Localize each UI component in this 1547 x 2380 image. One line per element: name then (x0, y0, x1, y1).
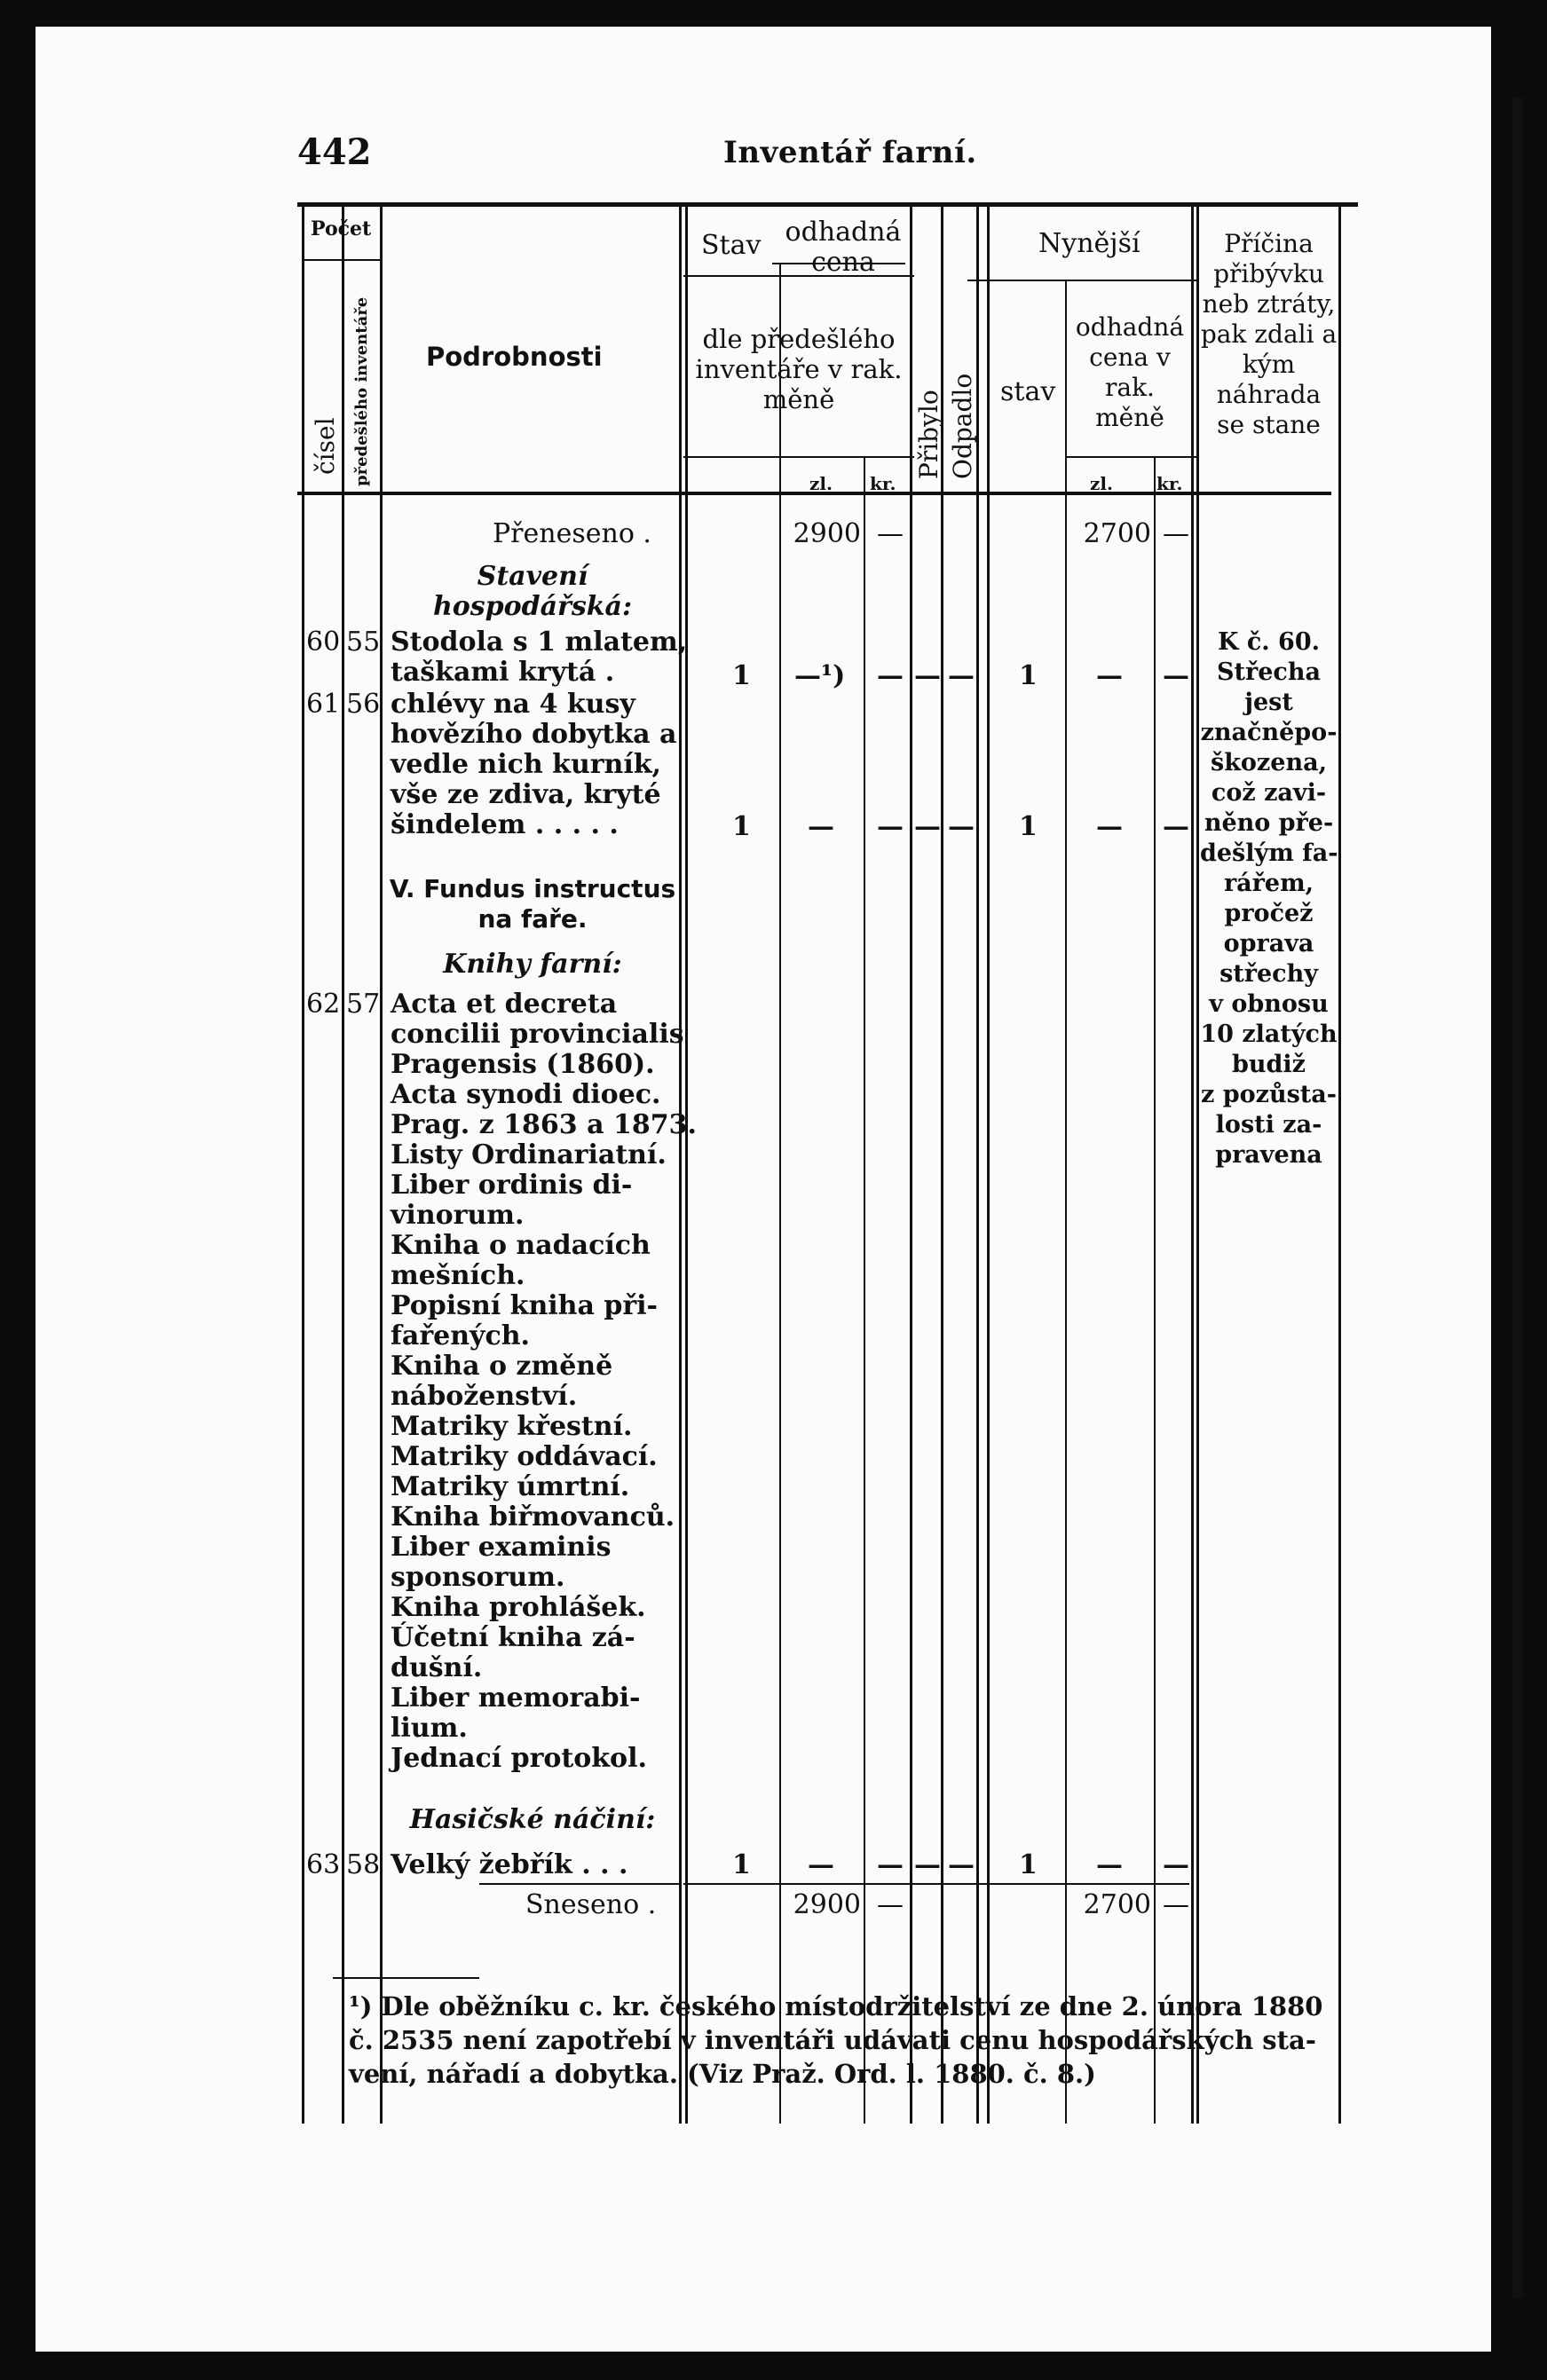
header-podrobnosti: Podrobnosti (426, 342, 603, 372)
footnote-line-2: č. 2535 není zapotřebí v inventáři udávati cenu hospodářských sta- (349, 2025, 1316, 2055)
page-edge (1512, 98, 1523, 2298)
section-fundus: V. Fundus instructus na faře. (389, 874, 676, 934)
row-63-kr: — (877, 1849, 904, 1880)
row-60-b: 55 (346, 627, 381, 658)
book-line: Prag. z 1863 a 1873. (391, 1109, 697, 1140)
book-line: Matriky křestní. (391, 1411, 633, 1442)
book-line: Matriky úmrtní. (391, 1471, 630, 1502)
row-60-kr: — (877, 660, 904, 691)
row-61-nkr: — (1163, 811, 1189, 842)
row-61-pribylo: — (914, 811, 941, 842)
note-line: oprava (1223, 930, 1314, 958)
note-line: něno pře- (1204, 809, 1334, 837)
header-nynejsi: Nynější (1038, 228, 1141, 259)
note-line: jest (1244, 689, 1293, 716)
book-line: Acta et decreta (391, 989, 618, 1020)
book-line: sponsorum. (391, 1562, 565, 1593)
book-line: Kniha biřmovanců. (391, 1501, 675, 1533)
row-60-cena: —¹) (794, 660, 846, 691)
row-63-odpadlo: — (948, 1849, 975, 1880)
row-61-a: 61 (306, 689, 341, 720)
row-63-nstav: 1 (1019, 1849, 1038, 1880)
page-number: 442 (297, 131, 372, 173)
col-rule (976, 207, 979, 2124)
col-rule (679, 207, 682, 2124)
header-pricina: Příčina přibývku neb ztráty, pak zdali a kým náhrada se stane (1200, 229, 1338, 439)
book-line: concilii provincialis (391, 1019, 684, 1050)
book-line: mešních. (391, 1260, 525, 1291)
book-line: vinorum. (391, 1200, 525, 1231)
row-60-odpadlo: — (948, 660, 975, 691)
col-rule (864, 457, 865, 2124)
header-zl-2: zl. (1090, 473, 1113, 494)
header-kr: kr. (870, 473, 896, 494)
col-rule (380, 207, 383, 2124)
row-63-nkr: — (1163, 1849, 1189, 1880)
book-line: dušní. (391, 1652, 483, 1683)
book-line: lium. (391, 1713, 468, 1744)
book-line: Kniha prohlášek. (391, 1592, 646, 1623)
col-rule (1154, 457, 1156, 2124)
row-63-pribylo: — (914, 1849, 941, 1880)
col-rule (1338, 207, 1341, 2124)
header-nynejsi-stav: stav (1000, 376, 1056, 407)
sneseno-before: 2900 (793, 1889, 861, 1920)
row-63-text: Velký žebřík . . . (391, 1849, 628, 1880)
subrule (967, 280, 1198, 281)
header-zl: zl. (809, 473, 833, 494)
sum-rule (479, 1883, 679, 1885)
preneseno-before-kr: — (877, 518, 904, 549)
col-rule (1065, 280, 1067, 2124)
subrule (1065, 456, 1198, 458)
col-rule (1191, 207, 1194, 2124)
note-line: K č. 60. (1217, 628, 1321, 656)
book-line: Liber ordinis di- (391, 1170, 633, 1201)
section-staveni: Stavení hospodářská: (432, 561, 633, 622)
row-61-text-2: hovězího dobytka a (391, 719, 677, 750)
note-line: pročež (1224, 900, 1314, 927)
note-line: 10 zlatých (1200, 1021, 1338, 1048)
header-pribylo: Přibylo (914, 390, 943, 479)
subrule (683, 456, 914, 458)
book-line: náboženství. (391, 1381, 578, 1412)
row-61-text-1: chlévy na 4 kusy (391, 689, 635, 720)
section-knihy: Knihy farní: (443, 949, 622, 980)
row-61-nstav: 1 (1019, 811, 1038, 842)
col-rule (910, 207, 912, 2124)
book-line: Popisní kniha při- (391, 1290, 658, 1321)
note-line: losti za- (1215, 1111, 1322, 1139)
book-line: Pragensis (1860). (391, 1049, 655, 1080)
subrule (304, 259, 382, 261)
col-rule (1196, 207, 1199, 2124)
sneseno-label: Sneseno . (525, 1889, 657, 1920)
header-stav: Stav (701, 230, 762, 261)
sneseno-before-kr: — (877, 1889, 904, 1920)
book-line: Kniha o změně (391, 1351, 613, 1382)
header-nynejsi-cena: odhadná cena v rak. měně (1075, 312, 1185, 432)
row-61-kr: — (877, 811, 904, 842)
preneseno-label: Přeneseno . (493, 518, 651, 549)
row-61-cena: — (808, 811, 834, 842)
row-63-ncena: — (1096, 1849, 1123, 1880)
footnote-line-1: ¹) Dle oběžníku c. kr. českého místodržitelství ze dne 2. února 1880 (349, 1991, 1323, 2021)
note-line: dešlým fa- (1200, 839, 1338, 867)
sum-rule (683, 1883, 1189, 1885)
note-line: rářem, (1223, 870, 1314, 897)
book-line: Liber examinis (391, 1532, 612, 1563)
row-62-a: 62 (306, 989, 341, 1020)
sneseno-now: 2700 (1083, 1889, 1151, 1920)
footnote-line-3: vení, nářadí a dobytka. (Viz Praž. Ord. l. 1880. č. 8.) (349, 2059, 1096, 2089)
row-60-nkr: — (1163, 660, 1189, 691)
row-63-cena: — (808, 1849, 834, 1880)
col-rule (941, 207, 943, 2124)
note-line: což zavi- (1211, 779, 1327, 807)
row-61-text-4: vše ze zdiva, kryté (391, 779, 661, 810)
row-60-nstav: 1 (1019, 660, 1038, 691)
header-kr-2: kr. (1156, 473, 1183, 494)
preneseno-now: 2700 (1083, 518, 1151, 549)
header-odpadlo: Odpadlo (948, 373, 977, 479)
row-60-text-2: taškami krytá . (391, 657, 615, 688)
book-line: Acta synodi dioec. (391, 1079, 661, 1110)
row-63-a: 63 (306, 1849, 341, 1880)
row-61-text-5: šindelem . . . . . (391, 809, 619, 840)
book-line: fařených. (391, 1320, 531, 1352)
note-line: z pozůsta- (1201, 1081, 1337, 1108)
note-line: střechy (1219, 960, 1318, 988)
section-hasicske: Hasičské náčiní: (409, 1804, 656, 1835)
row-63-stav: 1 (732, 1849, 751, 1880)
note-line: v obnosu (1209, 990, 1329, 1018)
col-rule (987, 207, 990, 2124)
col-rule (302, 207, 304, 2124)
book-line: Jednací protokol. (391, 1743, 647, 1774)
row-60-a: 60 (306, 627, 341, 658)
note-line: škozena, (1211, 749, 1327, 776)
footnote-rule (333, 1977, 479, 1979)
preneseno-now-kr: — (1163, 518, 1189, 549)
row-61-text-3: vedle nich kurník, (391, 749, 661, 780)
row-61-ncena: — (1096, 811, 1123, 842)
page-title: Inventář farní. (723, 135, 977, 170)
row-62-b: 57 (346, 989, 381, 1020)
row-60-pribylo: — (914, 660, 941, 691)
header-dle-predesleho: dle předešlého inventáře v rak. měně (695, 324, 903, 414)
book-line: Matriky oddávací. (391, 1441, 658, 1472)
book-line: Liber memorabi- (391, 1683, 641, 1714)
row-60-text-1: Stodola s 1 mlatem, (391, 627, 688, 658)
sneseno-now-kr: — (1163, 1889, 1189, 1920)
col-rule (342, 207, 344, 2124)
book-line: Účetní kniha zá- (391, 1622, 635, 1653)
header-predesleho: předešlého inventáře (352, 296, 371, 486)
col-rule (685, 207, 688, 2124)
row-61-b: 56 (346, 689, 381, 720)
header-odhadna-cena: odhadná cena (785, 217, 902, 278)
row-60-stav: 1 (732, 660, 751, 691)
row-61-odpadlo: — (948, 811, 975, 842)
row-61-stav: 1 (732, 811, 751, 842)
note-line: pravena (1215, 1141, 1322, 1169)
note-line: značněpo- (1200, 719, 1338, 746)
header-cisel: čísel (311, 417, 340, 475)
book-line: Kniha o nadacích (391, 1230, 651, 1261)
book-line: Listy Ordinariatní. (391, 1139, 667, 1170)
note-line: Střecha (1217, 658, 1321, 686)
header-pocet: Počet (311, 217, 372, 240)
row-63-b: 58 (346, 1849, 381, 1880)
preneseno-before: 2900 (793, 518, 861, 549)
row-60-ncena: — (1096, 660, 1123, 691)
note-line: budiž (1232, 1051, 1306, 1078)
